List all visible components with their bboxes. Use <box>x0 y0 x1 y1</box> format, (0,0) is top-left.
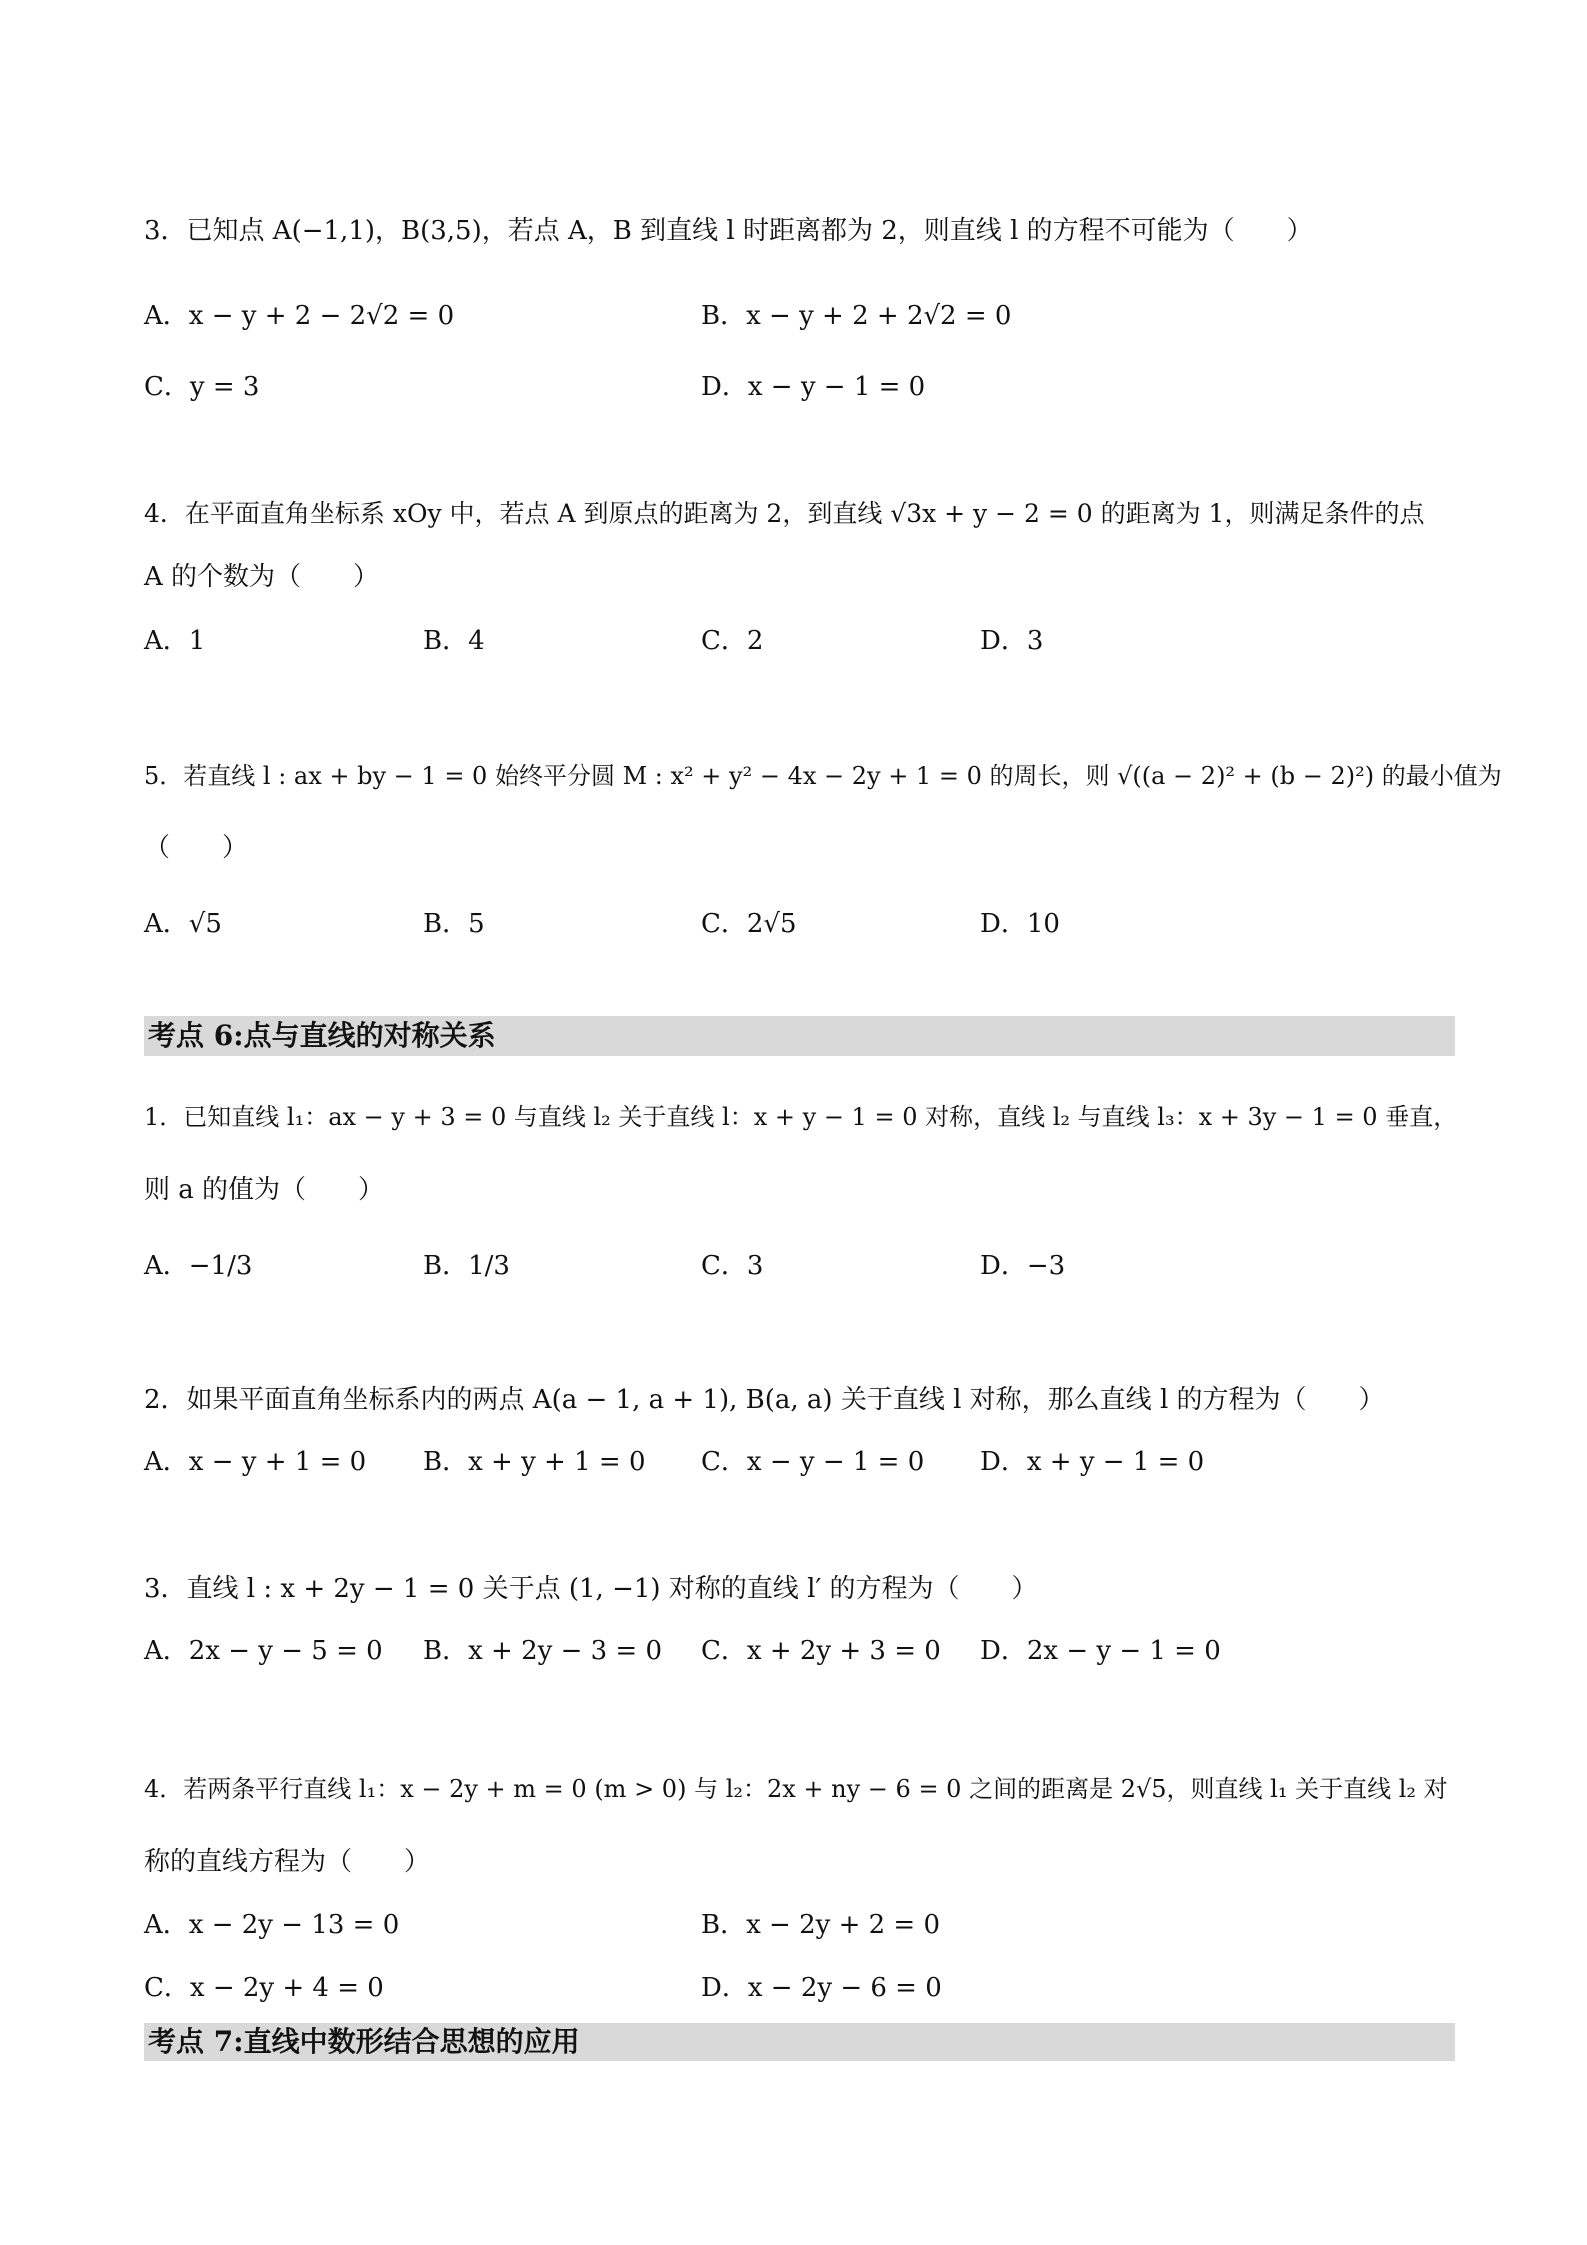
q4-stem-line2: A 的个数为（ ） <box>144 562 380 592</box>
s6-q4-option-d: D．x − 2y − 6 = 0 <box>701 1973 942 2003</box>
s6-q2-option-c: C．x − y − 1 = 0 <box>701 1447 925 1477</box>
q3-option-d: D．x − y − 1 = 0 <box>701 372 926 402</box>
q4-option-a: A．1 <box>144 626 206 656</box>
q5-option-d: D．10 <box>980 909 1060 939</box>
q5-stem-line2: （ ） <box>144 833 249 863</box>
s6-q2-option-b: B．x + y + 1 = 0 <box>423 1447 646 1477</box>
s6-q2-option-a: A．x − y + 1 = 0 <box>144 1447 367 1477</box>
q4-option-b: B．4 <box>423 626 485 656</box>
q5-option-b: B．5 <box>423 909 485 939</box>
q3-stem: 3．已知点 A(−1,1)，B(3,5)，若点 A，B 到直线 l 时距离都为 2，则直线 l 的方程不可能为（ ） <box>144 216 1313 246</box>
q3-option-b: B．x − y + 2 + 2√2 = 0 <box>701 301 1012 331</box>
s6-q3-option-d: D．2x − y − 1 = 0 <box>980 1636 1221 1666</box>
q4-option-d: D．3 <box>980 626 1044 656</box>
q4-option-c: C．2 <box>701 626 764 656</box>
q3-option-c: C．y = 3 <box>144 372 260 402</box>
s6-q4-option-a: A．x − 2y − 13 = 0 <box>144 1910 400 1940</box>
section-6-heading-band <box>144 1016 1455 1056</box>
s6-q3-option-b: B．x + 2y − 3 = 0 <box>423 1636 663 1666</box>
s6-q1-option-a: A．−1/3 <box>144 1251 253 1281</box>
s6-q3-stem: 3．直线 l : x + 2y − 1 = 0 关于点 (1, −1) 对称的直线 l′ 的方程为（ ） <box>144 1574 1038 1604</box>
section-7-heading: 考点 7:直线中数形结合思想的应用 <box>148 2025 580 2058</box>
s6-q3-option-c: C．x + 2y + 3 = 0 <box>701 1636 941 1666</box>
s6-q4-option-b: B．x − 2y + 2 = 0 <box>701 1910 941 1940</box>
s6-q4-option-c: C．x − 2y + 4 = 0 <box>144 1973 384 2003</box>
section-6-heading: 考点 6:点与直线的对称关系 <box>148 1019 496 1052</box>
s6-q2-option-d: D．x + y − 1 = 0 <box>980 1447 1205 1477</box>
s6-q3-option-a: A．2x − y − 5 = 0 <box>144 1636 383 1666</box>
s6-q1-option-d: D．−3 <box>980 1251 1066 1281</box>
s6-q4-stem-line1: 4．若两条平行直线 l₁：x − 2y + m = 0 (m > 0) 与 l₂：2x + ny − 6 = 0 之间的距离是 2√5，则直线 l₁ 关于直线 l₂ 对 <box>144 1775 1448 1803</box>
s6-q4-stem-line2: 称的直线方程为（ ） <box>144 1847 431 1877</box>
s6-q1-stem-line1: 1．已知直线 l₁：ax − y + 3 = 0 与直线 l₂ 关于直线 l：x + y − 1 = 0 对称，直线 l₂ 与直线 l₃：x + 3y − 1 = 0 垂直， <box>144 1103 1458 1131</box>
s6-q1-stem-line2: 则 a 的值为（ ） <box>144 1175 385 1205</box>
s6-q1-option-b: B．1/3 <box>423 1251 510 1281</box>
s6-q2-stem: 2．如果平面直角坐标系内的两点 A(a − 1, a + 1), B(a, a) 关于直线 l 对称，那么直线 l 的方程为（ ） <box>144 1385 1385 1415</box>
q4-stem-line1: 4．在平面直角坐标系 xOy 中，若点 A 到原点的距离为 2，到直线 √3x + y − 2 = 0 的距离为 1，则满足条件的点 <box>144 499 1425 528</box>
q3-option-a: A．x − y + 2 − 2√2 = 0 <box>144 301 455 331</box>
s6-q1-option-c: C．3 <box>701 1251 764 1281</box>
q5-option-c: C．2√5 <box>701 909 797 939</box>
q5-stem-line1: 5．若直线 l : ax + by − 1 = 0 始终平分圆 M : x² + y² − 4x − 2y + 1 = 0 的周长，则 √((a − 2)² + (b − 2)²) 的最小值为 <box>144 762 1502 790</box>
section-7-heading-band <box>144 2023 1455 2061</box>
q5-option-a: A．√5 <box>144 909 222 939</box>
